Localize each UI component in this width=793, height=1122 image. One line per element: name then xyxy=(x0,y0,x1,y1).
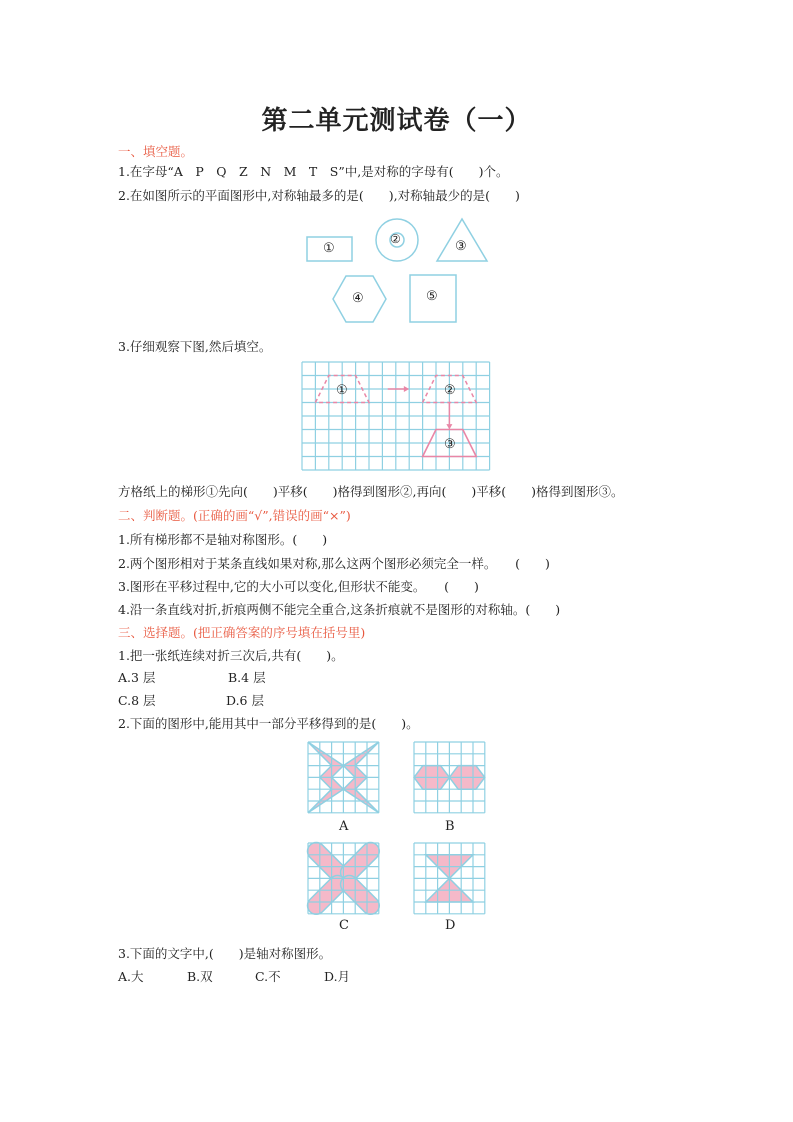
choice-question-3: 3.下面的文字中,( )是轴对称图形。 xyxy=(118,946,332,961)
question-1-2: 2.在如图所示的平面图形中,对称轴最多的是( ),对称轴最少的是( ) xyxy=(118,188,520,203)
choice-question-2: 2.下面的图形中,能用其中一部分平移得到的是( )。 xyxy=(118,716,419,731)
section3-heading: 三、选择题。(把正确答案的序号填在括号里) xyxy=(118,625,366,640)
judge-item-2: 2.两个图形相对于某条直线如果对称,那么这两个图形必须完全一样。 ( ) xyxy=(118,556,550,571)
arrow-right-head-icon xyxy=(404,386,409,392)
q3-option-a: A.大 xyxy=(118,969,144,984)
option-b: B.4 层 xyxy=(228,670,266,685)
figure-label-a: A xyxy=(339,819,349,834)
section2-heading: 二、判断题。(正确的画“√”,错误的画“×”) xyxy=(118,508,351,523)
q3-option-c: C.不 xyxy=(255,969,281,984)
figure-d xyxy=(414,843,485,914)
judge-item-1: 1.所有梯形都不是轴对称图形。( ) xyxy=(118,532,328,547)
shape-label-1: ① xyxy=(323,241,335,256)
section1-heading: 一、填空题。 xyxy=(118,144,194,159)
question-1-3: 3.仔细观察下图,然后填空。 xyxy=(118,339,272,354)
figure-a xyxy=(308,742,379,813)
shape-label-3: ③ xyxy=(455,239,467,254)
judge-item-4: 4.沿一条直线对折,折痕两侧不能完全重合,这条折痕就不是图形的对称轴。( ) xyxy=(118,602,561,617)
question-1-3-fill: 方格纸上的梯形①先向( )平移( )格得到图形②,再向( )平移( )格得到图形③。 xyxy=(118,484,624,499)
grid-label-2: ② xyxy=(444,383,456,398)
figure-b xyxy=(414,742,485,813)
option-a: A.3 层 xyxy=(118,670,156,685)
figure-label-d: D xyxy=(445,918,456,933)
arrow-down-head-icon xyxy=(446,424,452,429)
shape-label-4: ④ xyxy=(352,291,364,306)
shape-label-2: ② xyxy=(390,232,401,246)
page-title: 第二单元测试卷（一） xyxy=(261,106,532,136)
grid-figures-choice xyxy=(308,742,485,914)
grid-q3 xyxy=(302,362,490,470)
figure-label-c: C xyxy=(339,918,349,933)
option-c: C.8 层 xyxy=(118,693,156,708)
judge-item-3: 3.图形在平移过程中,它的大小可以变化,但形状不能变。 ( ) xyxy=(118,579,479,594)
shape-label-5: ⑤ xyxy=(426,289,438,304)
figure-c xyxy=(308,843,379,914)
q3-option-b: B.双 xyxy=(187,969,213,984)
choice-question-1: 1.把一张纸连续对折三次后,共有( )。 xyxy=(118,648,344,663)
figure-label-b: B xyxy=(445,819,455,834)
grid-label-1: ① xyxy=(336,383,348,398)
grid-label-3: ③ xyxy=(444,437,456,452)
q3-option-d: D.月 xyxy=(324,969,351,984)
question-1-1: 1.在字母“A P Q Z N M T S”中,是对称的字母有( )个。 xyxy=(118,164,509,179)
option-d: D.6 层 xyxy=(226,693,264,708)
